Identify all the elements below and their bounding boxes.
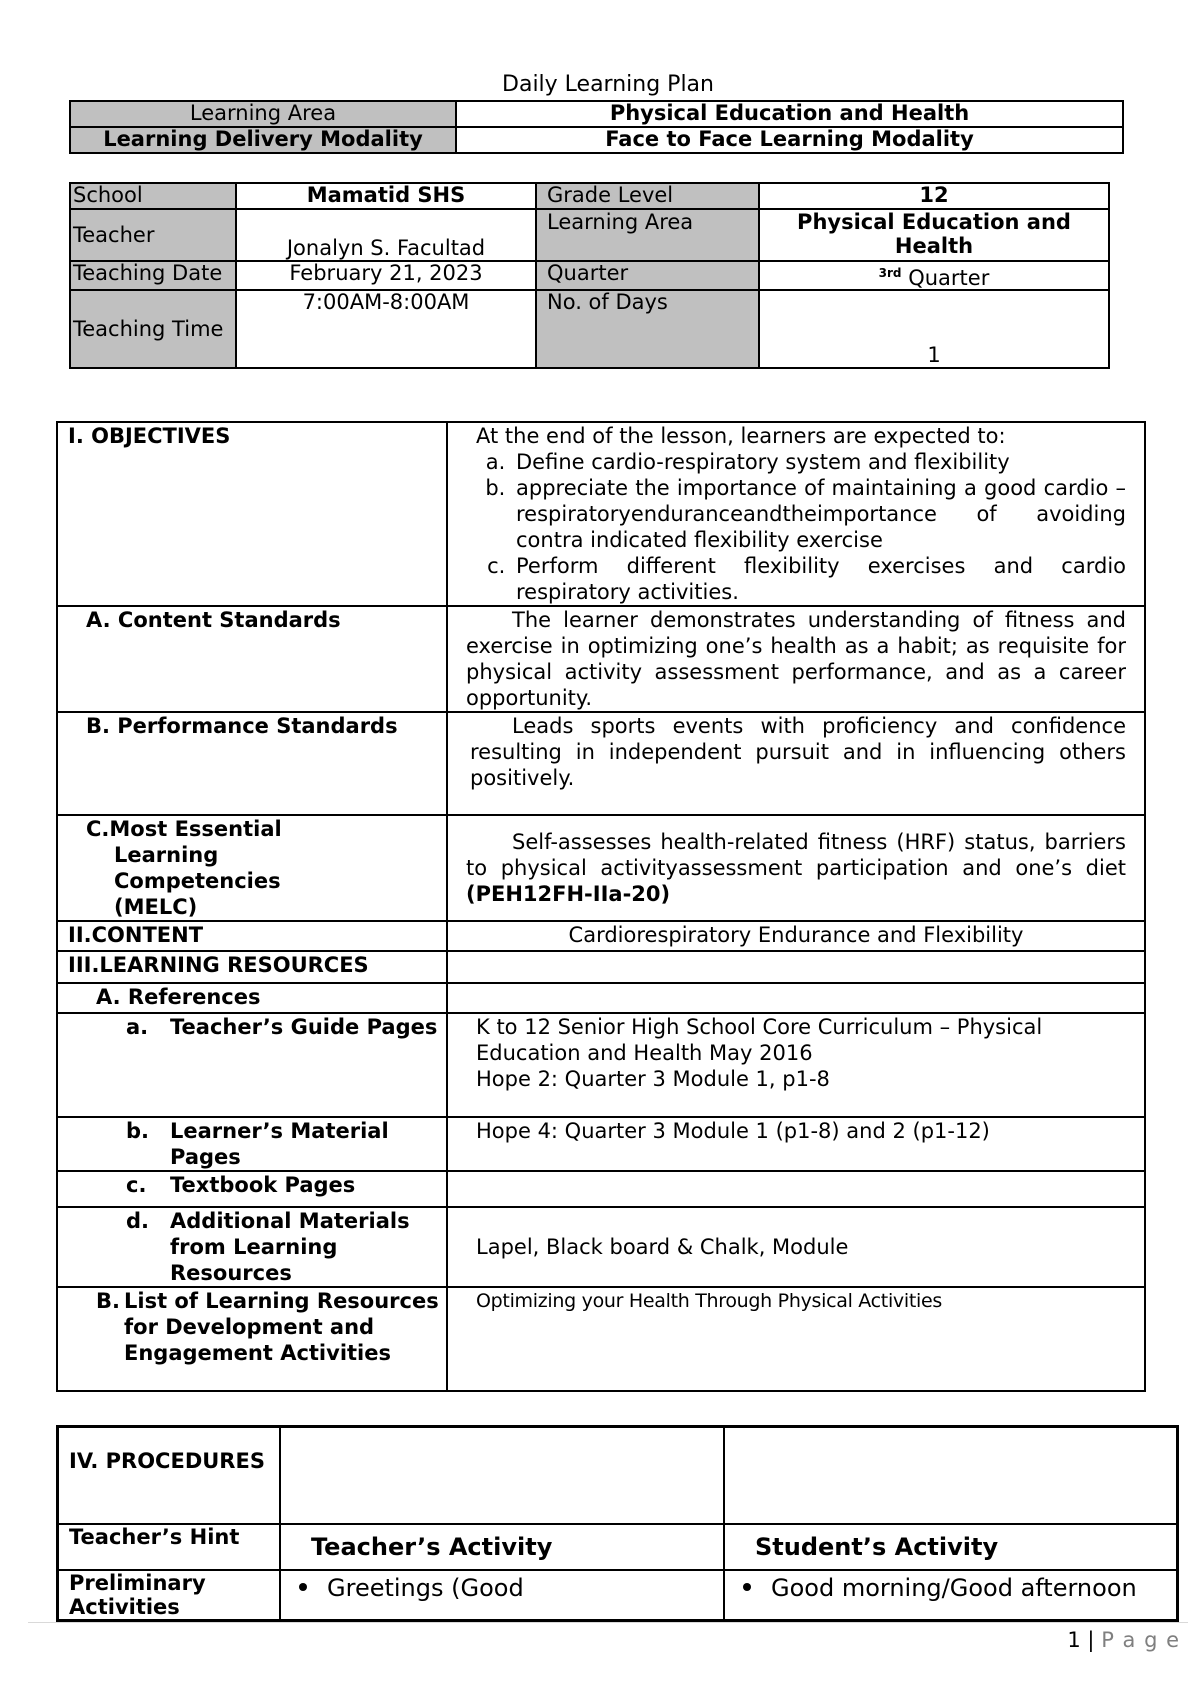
days-label: No. of Days xyxy=(536,290,759,368)
page-footer xyxy=(1067,1628,1180,1652)
header-table xyxy=(69,100,1124,154)
list-resources-text: List of Learning Resources for Development and Engagement Activities xyxy=(124,1289,439,1365)
teachers-guide-value xyxy=(447,1013,1145,1117)
time-value: 7:00AM-8:00AM xyxy=(236,290,536,368)
melc-label-line1: C.Most Essential xyxy=(86,817,282,841)
header-value-area: Physical Education and Health xyxy=(456,101,1123,127)
page-title: Daily Learning Plan xyxy=(502,72,714,97)
quarter-word: Quarter xyxy=(908,266,990,290)
preliminary-teacher-text: Greetings (Good xyxy=(327,1573,524,1602)
learners-material-value: Hope 4: Quarter 3 Module 1 (p1-8) and 2 (p1-12) xyxy=(447,1117,1145,1171)
learning-resources-label: III.LEARNING RESOURCES xyxy=(57,951,447,983)
grade-label: Grade Level xyxy=(536,183,759,209)
teachers-guide-ref-2: Hope 2: Quarter 3 Module 1, p1-8 xyxy=(476,1067,830,1091)
learners-material-letter: b. xyxy=(126,1119,150,1143)
procedures-table xyxy=(56,1425,1179,1622)
preliminary-label: Preliminary Activities xyxy=(58,1570,281,1621)
page-number: 1 xyxy=(1067,1628,1081,1652)
content-standards-value: The learner demonstrates understanding of fitness and exercise in optimizing one’s health as a habit; as requisite for physical activity assessment performance, and as a career opportunity. xyxy=(447,606,1145,712)
textbook-text: Textbook Pages xyxy=(170,1173,356,1197)
textbook-label xyxy=(57,1171,447,1207)
quarter-superscript: 3rd xyxy=(878,266,902,280)
info-table xyxy=(69,182,1110,369)
header-label-area: Learning Area xyxy=(70,101,456,127)
learners-material-label xyxy=(57,1117,447,1171)
bullet-icon xyxy=(743,1583,751,1591)
additional-materials-label xyxy=(57,1207,447,1287)
textbook-letter: c. xyxy=(126,1173,147,1197)
objectives-label: I. OBJECTIVES xyxy=(57,422,447,606)
footer-rule xyxy=(28,1622,1188,1623)
objective-item: b. appreciate the importance of maintaining a good cardio – respiratoryenduranceandtheimportance of avoiding contra indicated flexibility exercise xyxy=(512,475,1126,553)
teachers-hint-label: Teacher’s Hint xyxy=(58,1524,281,1570)
objective-item: c. Perform different flexibility exercises and cardio respiratory activities. xyxy=(512,553,1126,605)
days-value: 1 xyxy=(759,290,1109,368)
students-activity-header: Student’s Activity xyxy=(724,1524,1178,1570)
school-value: Mamatid SHS xyxy=(236,183,536,209)
preliminary-student xyxy=(724,1570,1178,1621)
additional-materials-value: Lapel, Black board & Chalk, Module xyxy=(447,1207,1145,1287)
references-value xyxy=(447,983,1145,1013)
objectives-list xyxy=(476,449,1126,605)
learners-material-text: Learner’s Material Pages xyxy=(170,1119,389,1169)
time-label: Teaching Time xyxy=(70,290,236,368)
page-word: P a g e xyxy=(1101,1628,1180,1652)
learning-resources-value xyxy=(447,951,1145,983)
performance-standards-value: Leads sports events with proficiency and confidence resulting in independent pursuit and in influencing others positively. xyxy=(447,712,1145,815)
procedures-empty-1 xyxy=(280,1427,724,1524)
teachers-activity-header: Teacher’s Activity xyxy=(280,1524,724,1570)
procedures-empty-2 xyxy=(724,1427,1178,1524)
date-label: Teaching Date xyxy=(70,261,236,290)
teachers-guide-letter: a. xyxy=(126,1015,149,1039)
quarter-label: Quarter xyxy=(536,261,759,290)
page-separator: | xyxy=(1087,1628,1095,1652)
list-resources-letter: B. xyxy=(96,1289,120,1313)
preliminary-teacher xyxy=(280,1570,724,1621)
melc-label xyxy=(57,815,447,921)
content-standards-label: A. Content Standards xyxy=(57,606,447,712)
content-label: II.CONTENT xyxy=(57,921,447,951)
objectives-cell xyxy=(447,422,1145,606)
melc-value xyxy=(447,815,1145,921)
procedures-label: IV. PROCEDURES xyxy=(58,1427,281,1524)
additional-materials-text: Additional Materials from Learning Resources xyxy=(170,1209,410,1285)
teachers-guide-ref-1: K to 12 Senior High School Core Curriculum – Physical Education and Health May 2016 xyxy=(476,1015,1043,1065)
melc-label-rest: Learning Competencies (MELC) xyxy=(114,843,281,919)
preliminary-student-text: Good morning/Good afternoon xyxy=(771,1573,1137,1602)
performance-standards-label: B. Performance Standards xyxy=(57,712,447,815)
melc-text: Self-assesses health-related fitness (HRF) status, barriers to physical activityassessment participation and one’s diet xyxy=(466,830,1126,880)
quarter-value xyxy=(759,261,1109,290)
area-label: Learning Area xyxy=(536,209,759,261)
objectives-intro: At the end of the lesson, learners are expected to: xyxy=(476,424,1006,448)
grade-value: 12 xyxy=(759,183,1109,209)
teachers-guide-label xyxy=(57,1013,447,1117)
textbook-value xyxy=(447,1171,1145,1207)
melc-code: (PEH12FH-IIa-20) xyxy=(466,882,671,906)
list-resources-label xyxy=(57,1287,447,1391)
area-value: Physical Education and Health xyxy=(759,209,1109,261)
objective-item: a. Define cardio-respiratory system and flexibility xyxy=(512,449,1126,475)
header-value-modality: Face to Face Learning Modality xyxy=(456,127,1123,153)
teacher-value: Jonalyn S. Facultad xyxy=(236,209,536,261)
teacher-label: Teacher xyxy=(70,209,236,261)
teachers-guide-text: Teacher’s Guide Pages xyxy=(170,1015,438,1039)
list-resources-value: Optimizing your Health Through Physical Activities xyxy=(447,1287,1145,1391)
additional-materials-letter: d. xyxy=(126,1209,150,1233)
references-label: A. References xyxy=(57,983,447,1013)
header-label-modality: Learning Delivery Modality xyxy=(70,127,456,153)
plan-table xyxy=(56,421,1146,1392)
school-label: School xyxy=(70,183,236,209)
date-value: February 21, 2023 xyxy=(236,261,536,290)
bullet-icon xyxy=(299,1583,307,1591)
content-value: Cardiorespiratory Endurance and Flexibility xyxy=(447,921,1145,951)
